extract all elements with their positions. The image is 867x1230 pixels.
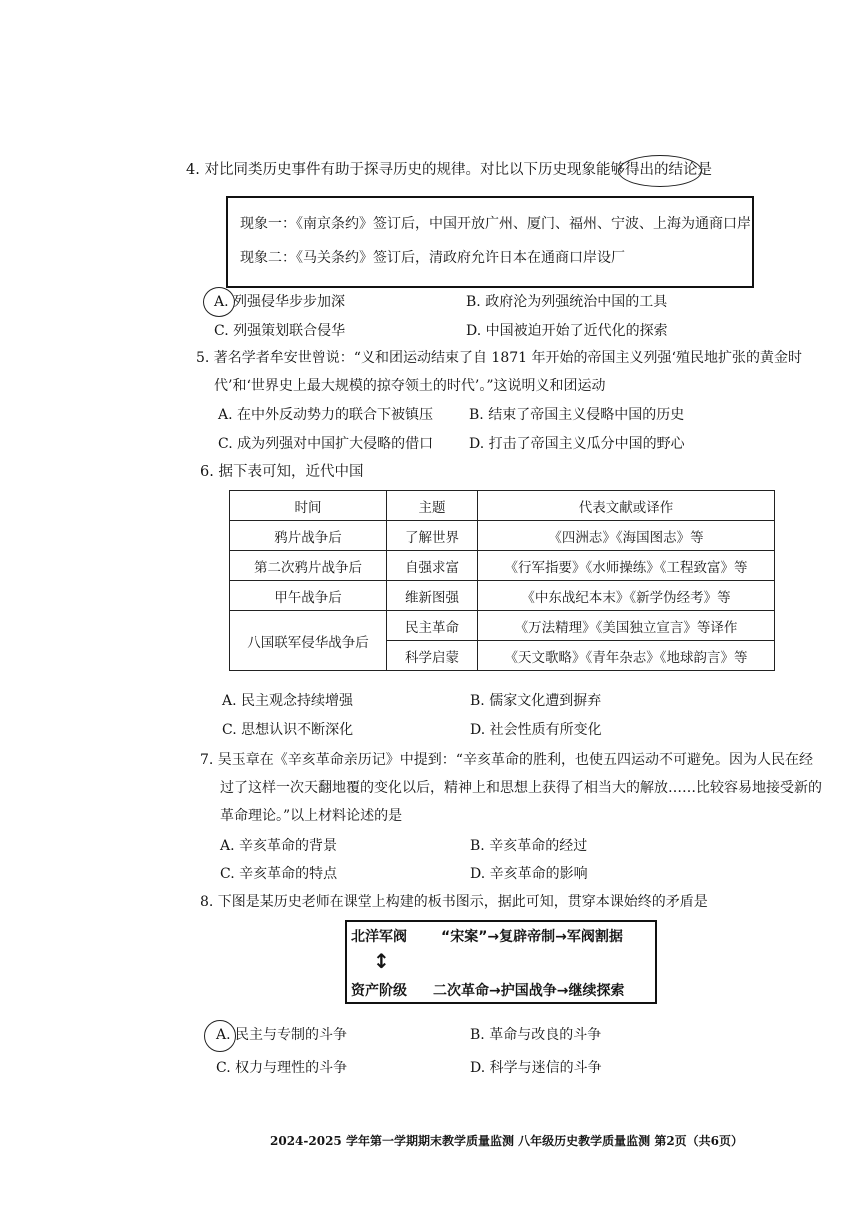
- q4-option-b[interactable]: B. 政府沦为列强统治中国的工具: [466, 294, 668, 310]
- q7-option-c[interactable]: C. 辛亥革命的特点: [220, 866, 338, 882]
- q6-option-d[interactable]: D. 社会性质有所变化: [470, 722, 602, 738]
- table-cell-works: 《万法精理》《美国独立宣言》等译作: [478, 611, 775, 641]
- table-cell-time: 甲午战争后: [230, 581, 387, 611]
- q8-option-d[interactable]: D. 科学与迷信的斗争: [470, 1060, 602, 1076]
- table-cell-theme: 自强求富: [387, 551, 478, 581]
- q4-phenomenon-2: 现象二：《马关条约》签订后，清政府允许日本在通商口岸设厂: [240, 250, 625, 266]
- q5-stem-line1: 5. 著名学者牟安世曾说：“义和团运动结束了自 1871 年开始的帝国主义列强‘殖民地扩张的黄金时: [196, 350, 802, 366]
- q7-option-a[interactable]: A. 辛亥革命的背景: [220, 838, 338, 854]
- q8-option-c[interactable]: C. 权力与理性的斗争: [216, 1060, 348, 1076]
- table-row: [230, 581, 775, 611]
- diagram-vertical-arrow: ↕: [373, 949, 390, 973]
- q5-option-c[interactable]: C. 成为列强对中国扩大侵略的借口: [218, 436, 434, 452]
- q8-option-b[interactable]: B. 革命与改良的斗争: [470, 1027, 602, 1043]
- q4-stem: 4. 对比同类历史事件有助于探寻历史的规律。对比以下历史现象能够得出的结论是: [186, 162, 712, 178]
- q5-stem-line2: 代’和‘世界史上最大规模的掠夺领土的时代’。”这说明义和团运动: [214, 378, 606, 394]
- q8-option-a[interactable]: A. 民主与专制的斗争: [216, 1027, 348, 1043]
- table-header-works: 代表文献或译作: [478, 491, 775, 521]
- table-cell-time: 第二次鸦片战争后: [230, 551, 387, 581]
- table-header-row: [230, 491, 775, 521]
- table-cell-theme: 维新图强: [387, 581, 478, 611]
- table-row: [230, 551, 775, 581]
- table-header-time: 时间: [230, 491, 387, 521]
- q4-material-box: [226, 196, 754, 288]
- q4-option-c[interactable]: C. 列强策划联合侵华: [214, 323, 346, 339]
- table-row: [230, 611, 775, 641]
- handwritten-circle-mark: [618, 155, 702, 187]
- q7-option-d[interactable]: D. 辛亥革命的影响: [470, 866, 588, 882]
- table-cell-works: 《天文歌略》《青年杂志》《地球韵言》等: [478, 641, 775, 671]
- q6-option-b[interactable]: B. 儒家文化遭到摒弃: [470, 693, 602, 709]
- q5-option-b[interactable]: B. 结束了帝国主义侵略中国的历史: [469, 407, 685, 423]
- table-row: [230, 521, 775, 551]
- table-header-theme: 主题: [387, 491, 478, 521]
- table-cell-time: 八国联军侵华战争后: [230, 611, 387, 671]
- table-cell-time: 鸦片战争后: [230, 521, 387, 551]
- q5-option-d[interactable]: D. 打击了帝国主义瓜分中国的野心: [469, 436, 685, 452]
- q5-option-a[interactable]: A. 在中外反动势力的联合下被镇压: [218, 407, 434, 423]
- q4-phenomenon-1: 现象一：《南京条约》签订后，中国开放广州、厦门、福州、宁波、上海为通商口岸: [240, 216, 751, 232]
- table-cell-works: 《四洲志》《海国图志》等: [478, 521, 775, 551]
- q7-stem-line1: 7. 吴玉章在《辛亥革命亲历记》中提到：“辛亥革命的胜利，也使五四运动不可避免。因为人民在经: [200, 752, 813, 768]
- table-cell-works: 《行军指要》《水师操练》《工程致富》等: [478, 551, 775, 581]
- q4-option-d[interactable]: D. 中国被迫开始了近代化的探索: [466, 323, 668, 339]
- q4-option-a[interactable]: A. 列强侵华步步加深: [214, 294, 346, 310]
- table-cell-theme: 科学启蒙: [387, 641, 478, 671]
- q8-stem: 8. 下图是某历史老师在课堂上构建的板书图示，据此可知，贯穿本课始终的矛盾是: [200, 894, 708, 910]
- diagram-top-left: 北洋军阀: [351, 929, 407, 945]
- table-cell-works: 《中东战纪本末》《新学伪经考》等: [478, 581, 775, 611]
- diagram-bottom-left: 资产阶级: [351, 983, 407, 999]
- diagram-bottom-chain: 二次革命→护国战争→继续探索: [433, 983, 625, 999]
- q8-blackboard-diagram: [345, 920, 657, 1004]
- q6-option-a[interactable]: A. 民主观念持续增强: [222, 693, 354, 709]
- q7-option-b[interactable]: B. 辛亥革命的经过: [470, 838, 588, 854]
- page-footer: 2024-2025 学年第一学期期末教学质量监测 八年级历史教学质量监测 第2页（共6页）: [270, 1134, 744, 1148]
- q7-stem-line3: 革命理论。”以上材料论述的是: [220, 808, 403, 824]
- table-cell-theme: 了解世界: [387, 521, 478, 551]
- q6-option-c[interactable]: C. 思想认识不断深化: [222, 722, 354, 738]
- q6-stem: 6. 据下表可知，近代中国: [200, 464, 364, 480]
- q6-table: [229, 490, 775, 671]
- table-cell-theme: 民主革命: [387, 611, 478, 641]
- q7-stem-line2: 过了这样一次天翻地覆的变化以后，精神上和思想上获得了相当大的解放……比较容易地接受新的: [220, 780, 822, 796]
- diagram-top-chain: “宋案”→复辟帝制→军阀割据: [441, 929, 623, 945]
